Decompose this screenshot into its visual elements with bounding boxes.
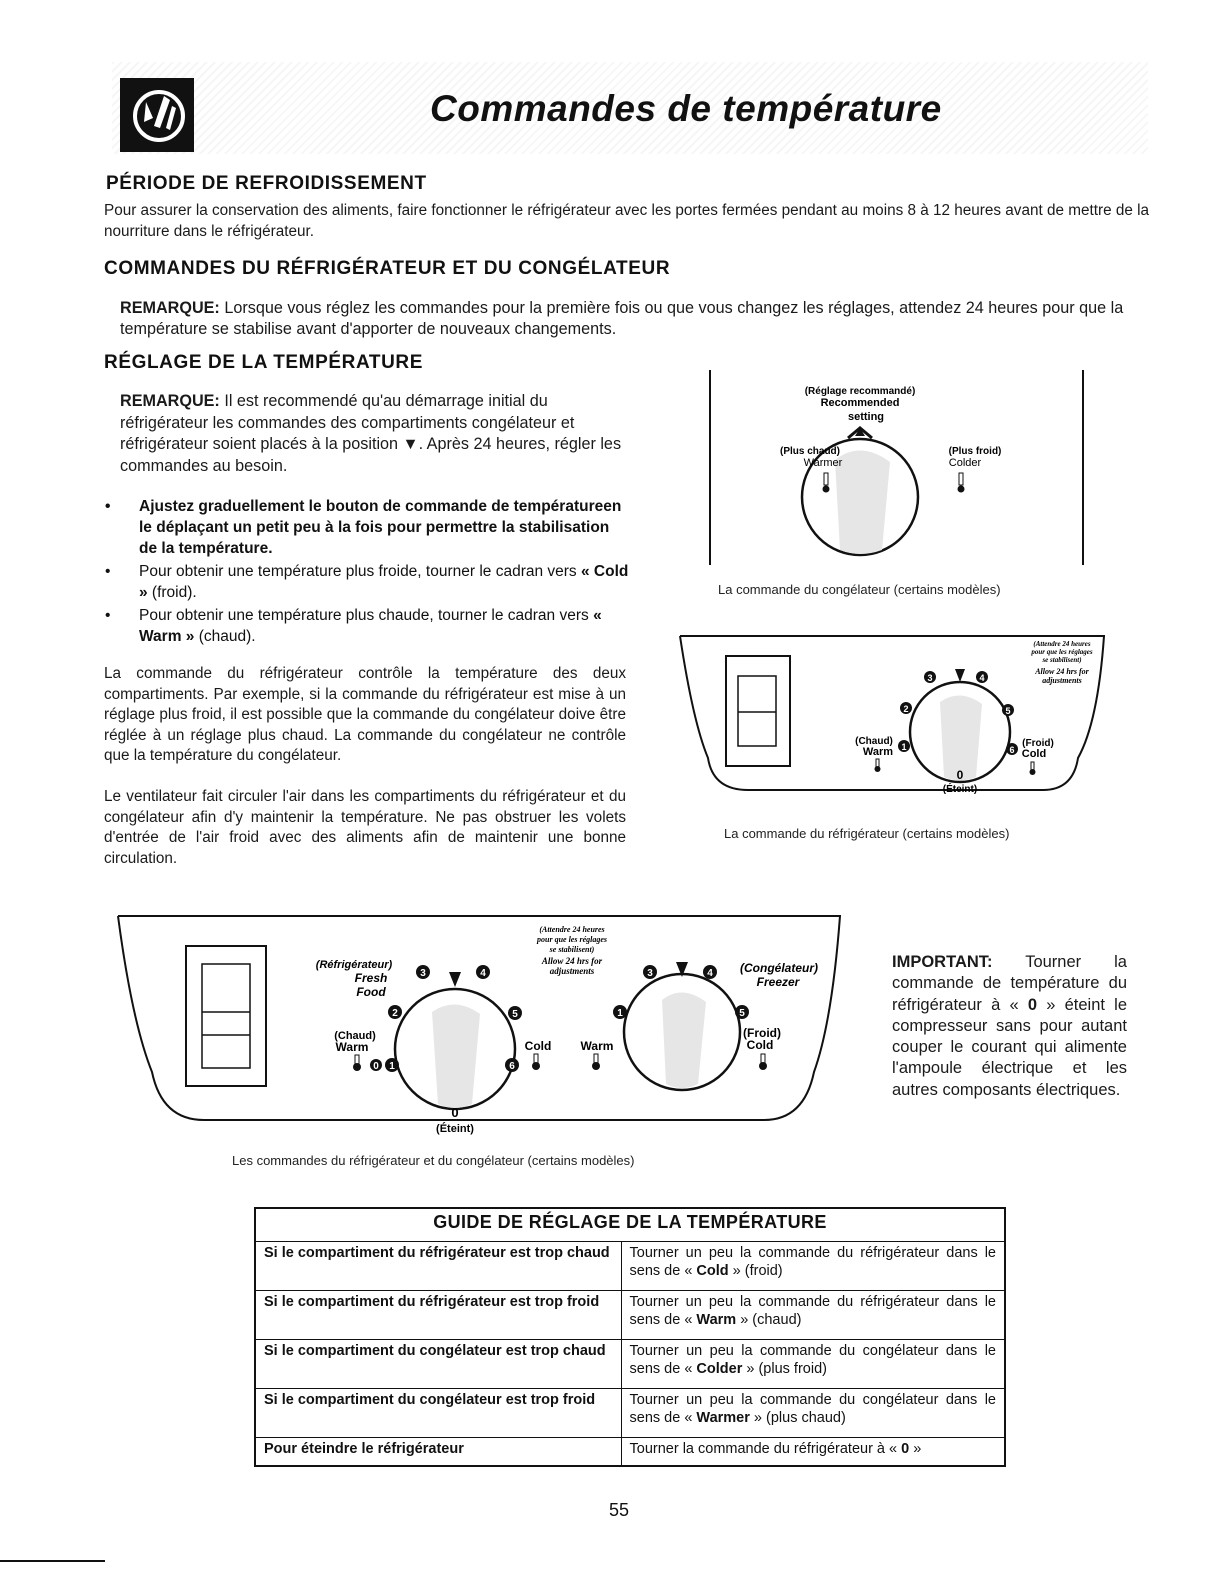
svg-text:adjustments: adjustments [549,966,595,976]
svg-text:0: 0 [451,1105,459,1120]
svg-text:(Éteint): (Éteint) [942,784,978,795]
svg-text:pour que les réglages: pour que les réglages [537,935,607,944]
svg-text:6: 6 [1009,745,1015,755]
heading-cooling-period: PÉRIODE DE REFROIDISSEMENT [106,173,427,194]
svg-text:(Froid): (Froid) [743,1026,781,1040]
footer-rule [0,1560,105,1562]
svg-text:pour que les réglages: pour que les réglages [1031,648,1093,656]
svg-text:(Éteint): (Éteint) [436,1123,474,1135]
svg-text:Fresh: Fresh [354,971,388,985]
table-row [255,1339,1005,1388]
down-triangle-icon: ▼ [402,435,419,453]
setting-note [120,391,625,477]
svg-text:(Réfrigérateur): (Réfrigérateur) [315,959,393,971]
note-text: Lorsque vous réglez les commandes pour la première fois ou que vous changez les réglages, attendez 24 heures pour que la température se stabilise avant d'apporter de nouveaux changements. [120,299,1124,338]
thermometer-dial-icon [120,78,194,152]
svg-text:5: 5 [739,1008,745,1019]
freezer-control-figure [700,370,1090,570]
table-cell-condition: Si le compartiment du réfrigérateur est trop froid [255,1290,621,1339]
table-cell-condition: Pour éteindre le réfrigérateur [255,1438,621,1466]
list-item: • Pour obtenir une température plus chaude, tourner le cadran vers « Warm » (chaud). [105,605,630,647]
list-item: • Ajustez graduellement le bouton de commande de températureen le déplaçant un petit peu à la fois pour permettre la stabilisation de la température. [105,496,630,559]
svg-text:4: 4 [480,968,486,979]
paragraph-fridge-control: La commande du réfrigérateur contrôle la température des deux compartiments. Par exemple, si la commande du réfrigérateur est mise à un réglage plus froid, il est possible que la commande du congélateur doive être réglée à un réglage plus chaud. La commande du congélateur ne contrôle que la température du congélateur. [104,665,626,764]
thermometer-icon [1030,762,1036,775]
svg-text:3: 3 [647,968,653,979]
note-text: Il est recommendé qu'au démarrage initial du réfrigérateur les commandes des compartiments congélateur et réfrigérateur soient placés à la position [120,392,575,453]
note-label: REMARQUE: [120,392,220,410]
table-cell-action: Tourner la commande du réfrigérateur à « 0 » [621,1438,1005,1466]
svg-text:0: 0 [373,1061,379,1072]
thermometer-icon [759,1054,767,1070]
page-number: 55 [609,1500,630,1520]
page-title: Commandes de température [430,88,942,129]
note-text: . Après 24 heures, régler les commandes au besoin. [120,435,622,475]
svg-text:Cold: Cold [746,1038,774,1052]
combo-controls-figure [114,912,844,1142]
svg-text:(Congélateur): (Congélateur) [740,961,818,975]
svg-text:Recommended: Recommended [820,397,900,409]
svg-text:6: 6 [509,1061,515,1072]
svg-text:1: 1 [901,742,907,752]
svg-text:Allow 24 hrs for: Allow 24 hrs for [1035,667,1089,676]
freezer-figure-caption: La commande du congélateur (certains modèles) [718,582,1001,597]
table-cell-action: Tourner un peu la commande du réfrigérateur dans le sens de « Cold » (froid) [621,1241,1005,1290]
note-label: REMARQUE: [120,299,220,317]
fridge-figure-caption: La commande du réfrigérateur (certains modèles) [724,826,1010,841]
svg-text:3: 3 [927,673,933,683]
svg-text:(Chaud): (Chaud) [855,736,893,747]
svg-text:Colder: Colder [948,457,982,469]
svg-text:(Réglage recommandé): (Réglage recommandé) [804,386,916,397]
svg-text:Warm: Warm [862,746,894,758]
table-row [255,1290,1005,1339]
svg-text:Allow 24 hrs for: Allow 24 hrs for [541,956,603,966]
svg-text:(Plus chaud): (Plus chaud) [779,446,841,457]
table-cell-action: Tourner un peu la commande du congélateur dans le sens de « Warmer » (plus chaud) [621,1389,1005,1438]
svg-text:(Attendre 24 heures: (Attendre 24 heures [1033,640,1091,648]
combo-figure-caption: Les commandes du réfrigérateur et du congélateur (certains modèles) [232,1153,635,1168]
table-row [255,1389,1005,1438]
svg-text:2: 2 [392,1008,398,1019]
svg-text:(Attendre 24 heures: (Attendre 24 heures [539,925,605,934]
thermometer-icon [353,1055,361,1071]
important-label: IMPORTANT: [892,953,993,971]
svg-text:4: 4 [707,968,713,979]
svg-text:5: 5 [512,1009,518,1020]
fridge-control-figure [678,632,1118,802]
svg-text:Warmer: Warmer [803,457,843,469]
svg-text:Warm: Warm [580,1039,614,1053]
temperature-guide-table [254,1207,1006,1467]
thermometer-icon [532,1054,540,1070]
table-cell-condition: Si le compartiment du congélateur est trop froid [255,1389,621,1438]
svg-text:Freezer: Freezer [756,975,800,989]
list-item: • Pour obtenir une température plus froide, tourner le cadran vers « Cold » (froid). [105,561,630,603]
svg-text:4: 4 [979,673,985,683]
svg-text:se stabilisent): se stabilisent) [549,945,595,954]
important-notice: IMPORTANT: Tourner la commande de température du réfrigérateur à « 0 » éteint le compresseur sans pour autant couper le courant qui alimente l'ampoule électrique et les autres composants électriques. [892,953,1127,1099]
cooling-period-text: Pour assurer la conservation des aliments, faire fonctionner le réfrigérateur avec les portes fermées pendant au moins 8 à 12 heures avant de mettre de la nourriture dans le réfrigérateur. [104,202,1150,240]
svg-text:1: 1 [617,1008,623,1019]
table-cell-condition: Si le compartiment du réfrigérateur est trop chaud [255,1241,621,1290]
thermometer-icon [370,1059,382,1072]
thermometer-icon [958,473,965,493]
svg-text:(Plus froid): (Plus froid) [948,446,1002,457]
thermometer-icon [592,1054,600,1070]
table-cell-action: Tourner un peu la commande du congélateur dans le sens de « Colder » (plus froid) [621,1339,1005,1388]
svg-text:1: 1 [389,1061,395,1072]
svg-text:5: 5 [1005,706,1011,716]
adjust-list [105,496,630,649]
table-cell-action: Tourner un peu la commande du réfrigérateur dans le sens de « Warm » (chaud) [621,1290,1005,1339]
controls-note [120,298,1140,339]
heading-temperature-setting: RÉGLAGE DE LA TEMPÉRATURE [104,352,424,373]
svg-text:se stabilisent): se stabilisent) [1042,656,1082,664]
thermometer-icon [823,473,830,493]
svg-text:(Froid): (Froid) [1022,738,1054,749]
paragraph-fan: Le ventilateur fait circuler l'air dans les compartiments du réfrigérateur et du congélateur afin d'y maintenir la température. Ne pas obstruer les volets d'entrée de l'air froid avec des aliments afin de maintenir une bonne circulation. [104,788,626,867]
table-row [255,1241,1005,1290]
svg-text:adjustments: adjustments [1042,676,1082,685]
heading-controls: COMMANDES DU RÉFRIGÉRATEUR ET DU CONGÉLATEUR [104,258,671,279]
svg-text:Cold: Cold [1021,748,1047,760]
svg-text:3: 3 [420,968,426,979]
table-cell-condition: Si le compartiment du congélateur est trop chaud [255,1339,621,1388]
svg-text:setting: setting [847,411,885,423]
svg-text:Food: Food [356,985,386,999]
svg-text:Warm: Warm [335,1040,369,1054]
svg-text:2: 2 [903,704,909,714]
svg-text:Cold: Cold [524,1039,552,1053]
svg-text:0: 0 [956,768,964,782]
svg-text:(Chaud): (Chaud) [334,1030,376,1042]
thermometer-icon [875,759,881,772]
table-row [255,1438,1005,1466]
table-title: GUIDE DE RÉGLAGE DE LA TEMPÉRATURE [255,1208,1005,1241]
